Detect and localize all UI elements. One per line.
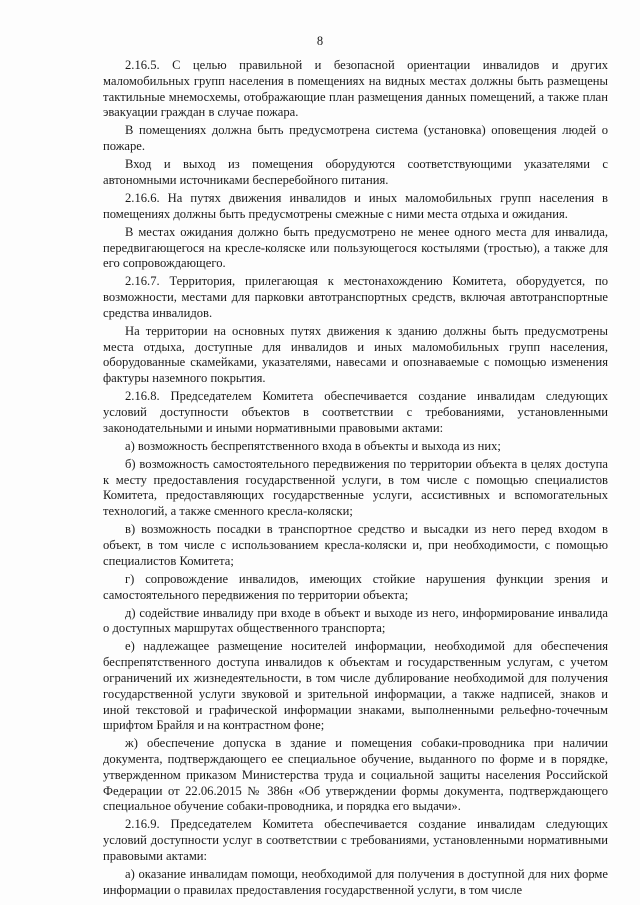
paragraph-territory-rest: На территории на основных путях движения к зданию должны быть предусмотрены места отдыха, доступные для инвалидов и иных маломобильных групп населения, оборудованные скамейками, указателями, навесами и опознаваемые с помощью изменения фактуры наземного покрытия. [103, 323, 608, 386]
document-body [103, 58, 608, 901]
paragraph-fire-alert: В помещениях должна быть предусмотрена система (установка) оповещения людей о пожаре. [103, 123, 608, 154]
paragraph-entry-exit: Вход и выход из помещения оборудуются соответствующими указателями с автономными источниками бесперебойного питания. [103, 157, 608, 187]
paragraph-2-16-9: 2.16.9. Председателем Комитета обеспечивается создание инвалидам следующих условий доступности услуг в соответствии с требованиями, установленными нормативными правовыми актами: [103, 817, 608, 864]
list-item-v: в) возможность посадки в транспортное средство и высадки из него перед входом в объект, в том числе с использованием кресла-коляски и, при необходимости, с помощью специалистов Комитета; [103, 522, 608, 568]
paragraph-2-16-7: 2.16.7. Территория, прилегающая к местонахождению Комитета, оборудуется, по возможности, местами для парковки автотранспортных средств, включая автотранспортные средства инвалидов. [103, 274, 608, 320]
list-item-e: е) надлежащее размещение носителей информации, необходимой для обеспечения беспрепятственного доступа инвалидов к объектам и государственным услугам, с учетом ограничений их жизнедеятельности, в том числе дублирование необходимой для получения государственной услуги звуковой и зрительной информации, а также надписей, знаков и иной текстовой и графической информации знаками, выполненными рельефно-точечным шрифтом Брайля и на контрастном фоне; [103, 639, 608, 733]
list-item-zh: ж) обеспечение допуска в здание и помещения собаки-проводника при наличии документа, подтверждающего ее специальное обучение, выданного по форме и в порядке, утвержденном приказом Министерства труда и социальной защиты населения Российской Федерации от 22.06.2015 № 386н «Об утверждении формы документа, подтверждающего специальное обучение собаки-проводника, и порядка его выдачи». [103, 736, 608, 814]
paragraph-2-16-5: 2.16.5. С целью правильной и безопасной ориентации инвалидов и других маломобильных групп населения в помещениях на видных местах должны быть размещены тактильные мнемосхемы, отображающие план размещения данных помещений, а также план эвакуации граждан в случае пожара. [103, 58, 608, 120]
paragraph-2-16-8: 2.16.8. Председателем Комитета обеспечивается создание инвалидам следующих условий доступности объектов в соответствии с требованиями, установленными законодательными и иными нормативными правовыми актами: [103, 389, 608, 435]
paragraph-waiting-places: В местах ожидания должно быть предусмотрено не менее одного места для инвалида, передвигающегося на кресле-коляске или пользующегося костылями (тростью), а также для его сопровождающего. [103, 224, 608, 271]
list-item-d: д) содействие инвалиду при входе в объект и выходе из него, информирование инвалида о доступных маршрутах общественного транспорта; [103, 605, 608, 636]
list-item-a-2: а) оказание инвалидам помощи, необходимой для получения в доступной для них форме информации о правилах предоставления государственной услуги, в том числе [103, 867, 608, 897]
list-item-a: а) возможность беспрепятственного входа в объекты и выхода из них; [125, 438, 501, 453]
paragraph-2-16-6: 2.16.6. На путях движения инвалидов и иных маломобильных групп населения в помещениях должны быть предусмотрены смежные с ними места отдыха и ожидания. [103, 190, 608, 221]
page-number: 8 [316, 34, 324, 48]
list-item-g: г) сопровождение инвалидов, имеющих стойкие нарушения функции зрения и самостоятельного передвижения по территории объекта; [103, 571, 608, 602]
list-item-b: б) возможность самостоятельного передвижения по территории объекта в целях доступа к месту предоставления государственной услуги, в том числе с помощью специалистов Комитета, предоставляющих государственные услуги, ассистивных и вспомогательных технологий, а также сменного кресла-коляски; [103, 456, 608, 519]
